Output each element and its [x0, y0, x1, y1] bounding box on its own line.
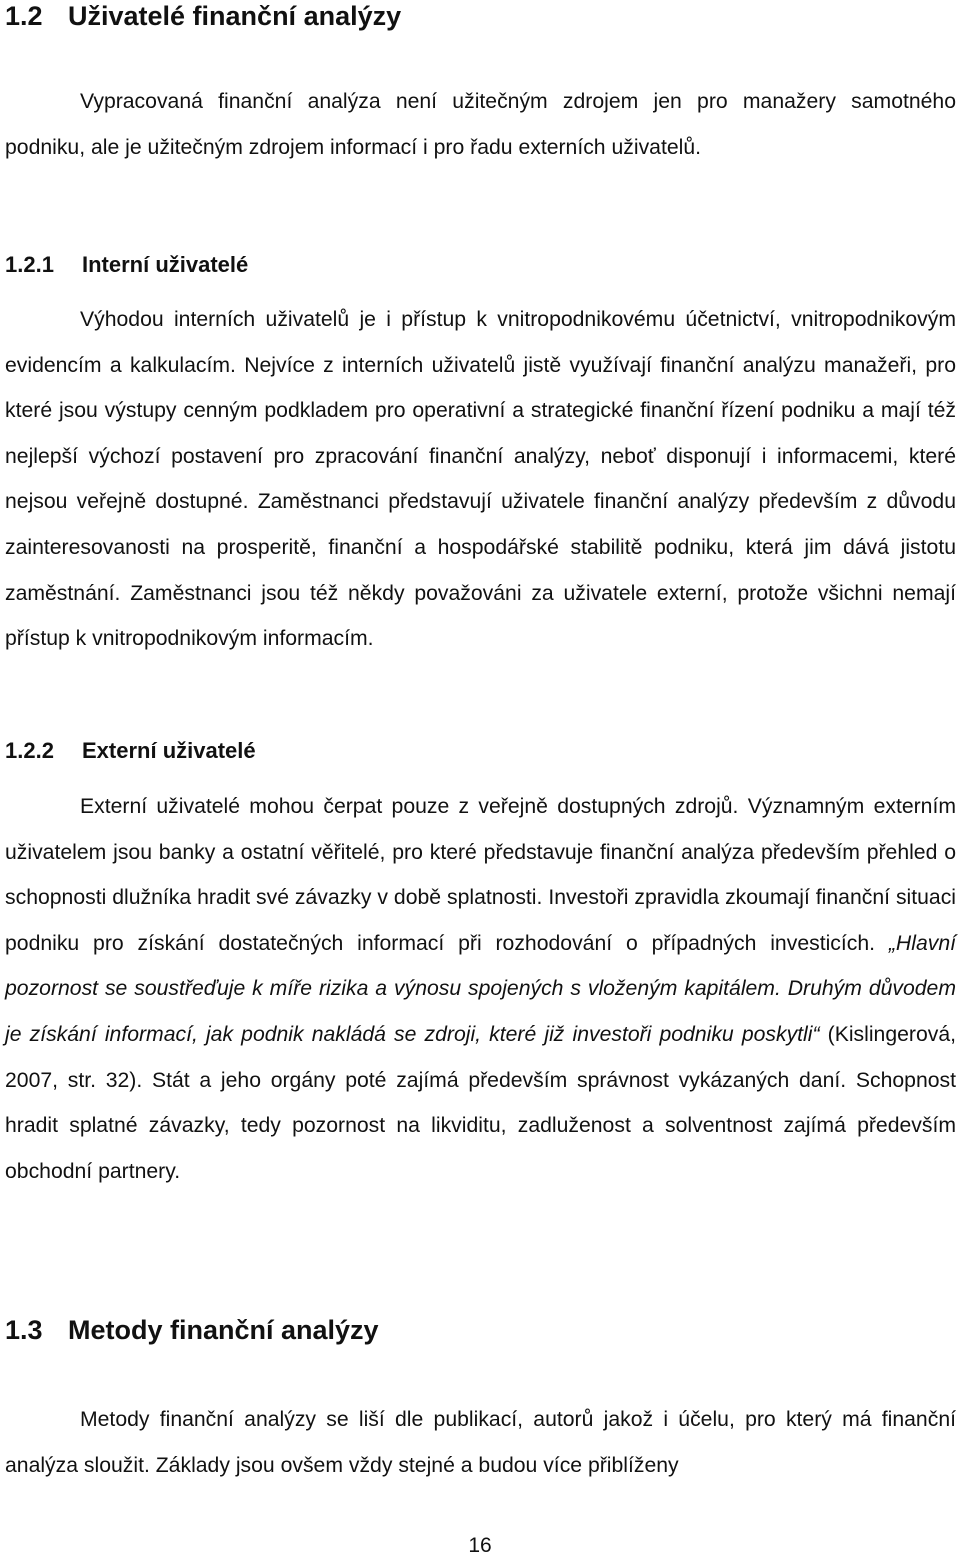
paragraph-users-intro	[5, 79, 956, 170]
section-number: 1.3	[5, 1315, 43, 1345]
paragraph-methods	[5, 1397, 956, 1488]
section-heading-1-2	[5, 0, 401, 32]
section-title: Metody finanční analýzy	[68, 1315, 379, 1345]
section-title: Interní uživatelé	[82, 252, 249, 277]
section-title: Uživatelé finanční analýzy	[68, 1, 402, 31]
paragraph-text: Vypracovaná finanční analýza není užitečným zdrojem jen pro manažery samotného podniku, ale je užitečným zdrojem informací i pro řadu externích uživatelů.	[5, 90, 956, 159]
section-heading-1-3	[5, 1314, 379, 1346]
section-number: 1.2.2	[5, 738, 54, 763]
paragraph-text-continued: (Kislingerová, 2007, str. 32). Stát a jeho orgány poté zajímá především správnost vykázaných daní. Schopnost hradit splatné závazky, tedy pozornost na likviditu, zadluženost a solventnost zajímá především obchodní partnery.	[5, 1022, 956, 1183]
paragraph-text: Metody finanční analýzy se liší dle publikací, autorů jakož i účelu, pro který má finanční analýza sloužit. Základy jsou ovšem vždy stejné a budou více přiblíženy	[5, 1408, 956, 1477]
section-number: 1.2	[5, 1, 43, 31]
citation-quote: „Hlavní pozornost se soustřeďuje k míře rizika a výnosu spojených s vloženým kapitálem. Druhým důvodem je získání informací, jak podnik nakládá se zdroji, které již investoři podniku poskytli“	[5, 931, 956, 1046]
section-title: Externí uživatelé	[82, 738, 256, 763]
page-number: 16	[468, 1534, 492, 1557]
paragraph-text: Výhodou interních uživatelů je i přístup k vnitropodnikovému účetnictví, vnitropodnikovým evidencím a kalkulacím. Nejvíce z interních uživatelů jistě využívají finanční analýzu manažeři, pro které jsou výstupy cenným podkladem pro operativní a strategické finanční řízení podniku a mají též nejlepší výchozí postavení pro zpracování finanční analýzy, neboť disponují i informacemi, které nejsou veřejně dostupné. Zaměstnanci představují uživatele finanční analýzy především z důvodu zainteresovanosti na prosperitě, finanční a hospodářské stabilitě podniku, která jim dává jistotu zaměstnání. Zaměstnanci jsou též někdy považováni za uživatele externí, protože všichni nemají přístup k vnitropodnikovým informacím.	[5, 308, 956, 651]
section-heading-1-2-1	[5, 251, 248, 279]
paragraph-internal-users	[5, 297, 956, 662]
paragraph-text: Externí uživatelé mohou čerpat pouze z veřejně dostupných zdrojů. Významným externím uživatelem jsou banky a ostatní věřitelé, pro které představuje finanční analýza především přehled o schopnosti dlužníka hradit své závazky v době splatnosti. Investoři zpravidla zkoumají finanční situaci podniku pro získání dostatečných informací při rozhodování o případných investicích.	[5, 795, 956, 955]
paragraph-external-users	[5, 784, 956, 1194]
section-heading-1-2-2	[5, 737, 256, 765]
section-number: 1.2.1	[5, 252, 54, 277]
